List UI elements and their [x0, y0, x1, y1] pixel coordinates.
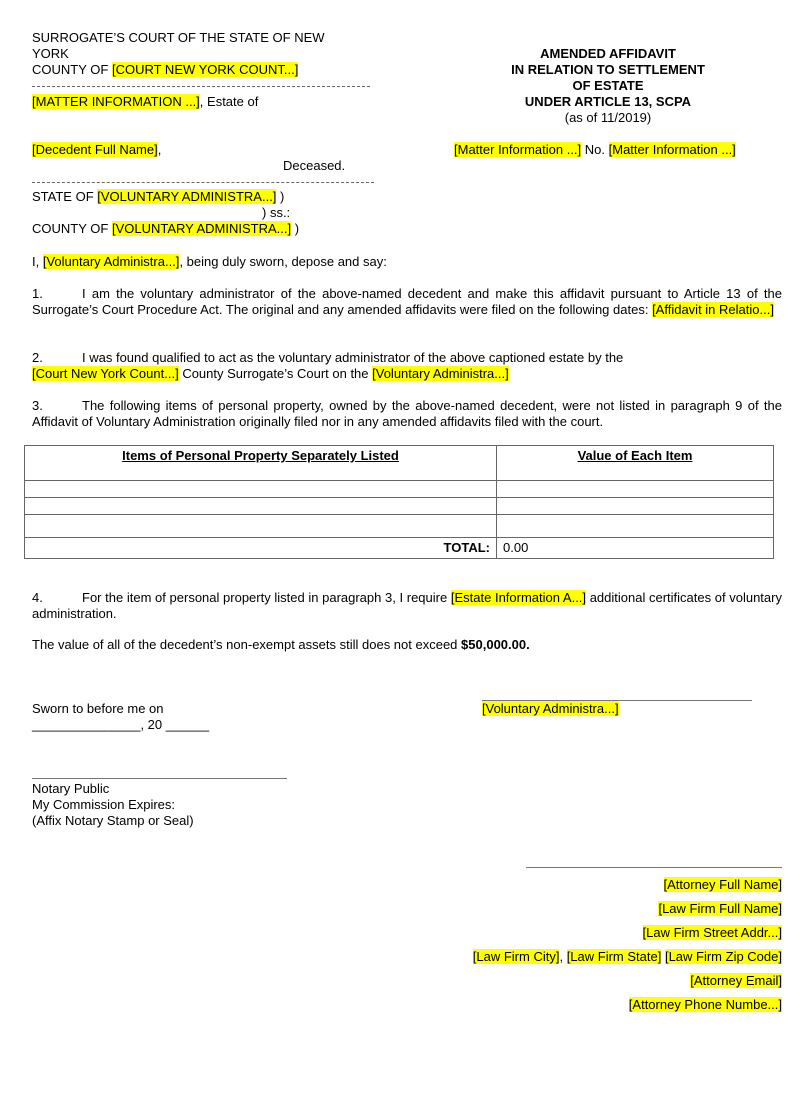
matter-line [32, 94, 258, 110]
item-cell[interactable] [25, 481, 497, 498]
title-date: (as of 11/2019) [564, 110, 652, 125]
attorney-phone-field[interactable]: [Attorney Phone Numbe...] [628, 997, 782, 1012]
qualifying-court-field[interactable]: [Court New York Count...] [32, 366, 179, 381]
value-column-header: Value of Each Item [497, 446, 774, 481]
file-no-label: No. [584, 142, 606, 157]
file-matter-field-2[interactable]: [Matter Information ...] [608, 142, 736, 157]
venue-county-line [32, 221, 299, 237]
deceased-label: Deceased. [283, 158, 346, 173]
value-statement-text: The value of all of the decedent’s non-exempt assets still does not exceed [32, 637, 458, 652]
intro-suffix: , being duly sworn, depose and say: [179, 254, 387, 269]
value-statement [32, 637, 530, 653]
county-prefix: COUNTY OF [32, 62, 109, 77]
notary-signature-line[interactable] [32, 778, 287, 779]
certificates-count-field[interactable]: [Estate Information A...] [450, 590, 587, 605]
affiant-name-field[interactable]: [Voluntary Administra...] [42, 254, 180, 269]
paragraph-2 [32, 350, 782, 382]
state-prefix: STATE OF [32, 189, 94, 204]
signer-name-field[interactable]: [Voluntary Administra...] [482, 701, 619, 716]
venue-ss: ) ss.: [262, 205, 291, 220]
sworn-label: Sworn to before me on [32, 701, 164, 716]
venue-state-field[interactable]: [VOLUNTARY ADMINISTRA...] [97, 189, 277, 204]
value-cell[interactable] [497, 498, 774, 515]
court-county-line [32, 62, 298, 78]
paragraph-2-middle: County Surrogate’s Court on the [182, 366, 369, 381]
signer-name-line [482, 701, 619, 717]
value-limit-amount: $50,000.00. [461, 637, 530, 652]
caption-divider-top [32, 86, 370, 87]
attorney-signature-line[interactable] [526, 867, 782, 868]
paragraph-4-text: For the item of personal property listed in paragraph 3, I require [82, 590, 448, 605]
attorney-name-field[interactable]: [Attorney Full Name] [663, 877, 782, 892]
attorney-email-field[interactable]: [Attorney Email] [690, 973, 782, 988]
paragraph-4-number: 4. [32, 590, 43, 605]
table-row [25, 481, 774, 498]
venue-county-prefix: COUNTY OF [32, 221, 109, 236]
table-row [25, 515, 774, 538]
paragraph-1-number: 1. [32, 286, 43, 301]
city-state-zip-line [473, 949, 782, 965]
phone-line [629, 997, 782, 1013]
item-cell[interactable] [25, 515, 497, 538]
file-number-line [454, 142, 736, 158]
items-column-header: Items of Personal Property Separately Listed [25, 446, 497, 481]
intro-line [32, 254, 387, 270]
total-value: 0.00 [497, 538, 774, 559]
paragraph-3-number: 3. [32, 398, 43, 413]
sworn-date-blank[interactable]: _______________, 20 ______ [32, 717, 210, 732]
caption-divider-bottom [32, 182, 374, 183]
value-cell[interactable] [497, 515, 774, 538]
table-row [25, 498, 774, 515]
city-state-separator: , [559, 949, 567, 964]
law-firm-zip-field[interactable]: [Law Firm Zip Code] [664, 949, 782, 964]
venue-county-paren: ) [294, 221, 300, 236]
property-items-table [24, 445, 774, 559]
title-line-2: IN RELATION TO SETTLEMENT [511, 62, 705, 77]
law-firm-street-field[interactable]: [Law Firm Street Addr...] [642, 925, 782, 940]
affidavit-dates-field[interactable]: [Affidavit in Relatio...] [652, 302, 774, 317]
notary-public-label: Notary Public [32, 781, 110, 796]
paragraph-4-text-after: additional certificates of voluntary administration. [32, 590, 782, 621]
paragraph-3 [32, 398, 782, 430]
court-name: SURROGATE’S COURT OF THE STATE OF NEW [32, 30, 325, 45]
notary-seal-label: (Affix Notary Stamp or Seal) [32, 813, 194, 828]
paragraph-2-number: 2. [32, 350, 43, 365]
law-firm-line [658, 901, 782, 917]
paragraph-1 [32, 286, 782, 318]
law-firm-name-field[interactable]: [Law Firm Full Name] [658, 901, 782, 916]
qualification-date-field[interactable]: [Voluntary Administra...] [372, 366, 509, 381]
paragraph-4 [32, 590, 782, 622]
commission-expires-label: My Commission Expires: [32, 797, 176, 812]
total-label: TOTAL: [25, 538, 497, 559]
file-matter-field-1[interactable]: [Matter Information ...] [454, 142, 582, 157]
title-line-3: OF ESTATE [572, 78, 644, 93]
matter-information-field[interactable]: [MATTER INFORMATION ...] [32, 94, 200, 109]
paragraph-1-text: I am the voluntary administrator of the above-named decedent and make this affidavit pursuant to Article 13 of the Surrogate’s Court Procedure Act. The original and any amended affidavits were filed on the following dates: [32, 286, 782, 317]
paragraph-2-text: I was found qualified to act as the voluntary administrator of the above captioned estate by the [82, 350, 624, 365]
attorney-name-line [664, 877, 783, 893]
venue-state-line [32, 189, 284, 205]
court-name-continued: YORK [32, 46, 69, 61]
value-cell[interactable] [497, 481, 774, 498]
law-firm-city-field[interactable]: [Law Firm City] [472, 949, 560, 964]
table-total-row [25, 538, 774, 559]
email-line [690, 973, 782, 989]
intro-prefix: I, [32, 254, 40, 269]
decedent-name-field[interactable]: [Decedent Full Name] [32, 142, 158, 157]
law-firm-state-field[interactable]: [Law Firm State] [566, 949, 662, 964]
decedent-comma: , [157, 142, 162, 157]
decedent-line [32, 142, 161, 158]
table-header-row [25, 446, 774, 481]
court-county-field[interactable]: [COURT NEW YORK COUNT...] [111, 62, 299, 77]
title-line-4: UNDER ARTICLE 13, SCPA [524, 94, 692, 109]
estate-of-label: , Estate of [199, 94, 259, 109]
item-cell[interactable] [25, 498, 497, 515]
paragraph-3-text: The following items of personal property, owned by the above-named decedent, were not listed in paragraph 9 of the Affidavit of Voluntary Administration originally filed nor in any amended affidavits filed with the court. [32, 398, 782, 429]
street-line [643, 925, 782, 941]
venue-paren: ) [280, 189, 285, 204]
title-line-1: AMENDED AFFIDAVIT [540, 46, 676, 61]
venue-county-field[interactable]: [VOLUNTARY ADMINISTRA...] [111, 221, 292, 236]
